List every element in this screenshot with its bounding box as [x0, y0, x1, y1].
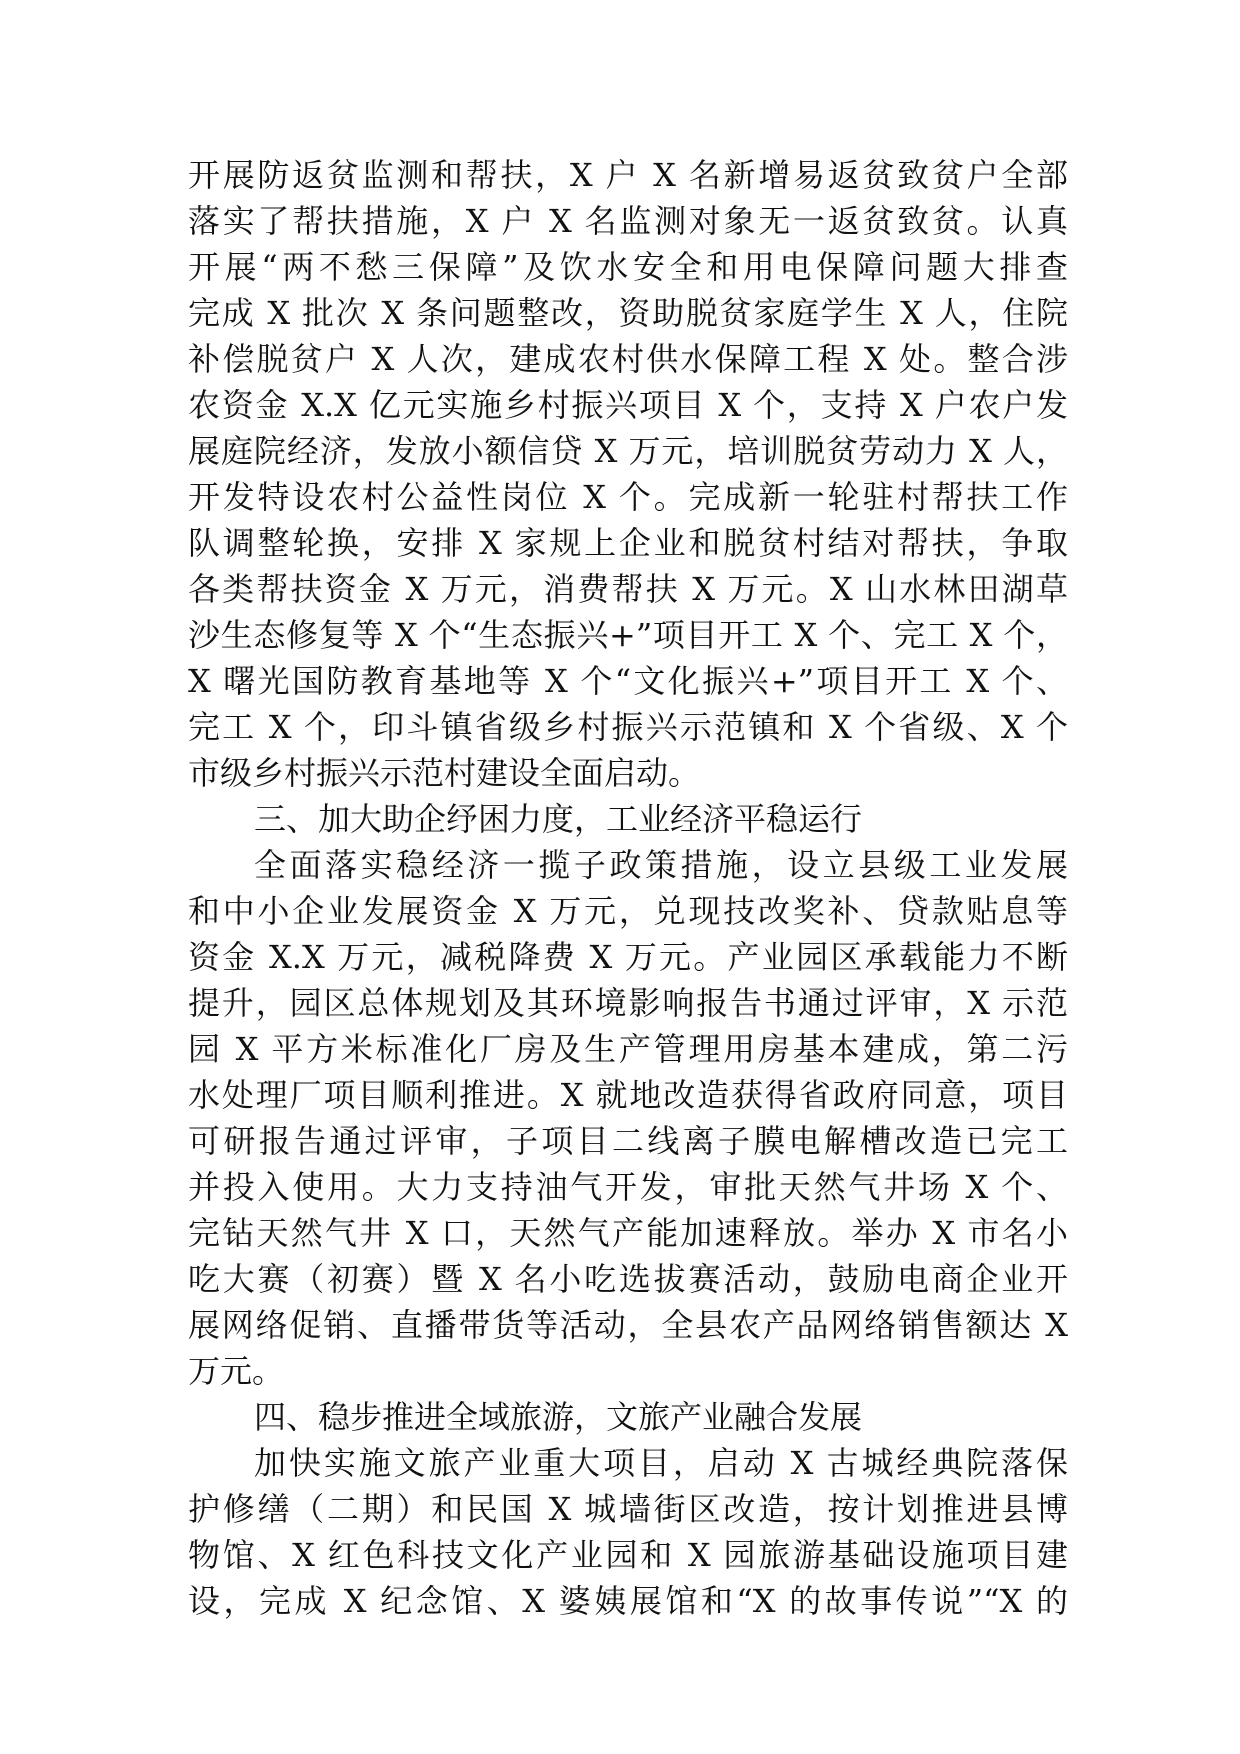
paragraph-line: 各类帮扶资金 X 万元，消费帮扶 X 万元。X 山水林田湖草 — [188, 570, 1068, 608]
paragraph-line: 园 X 平方米标准化厂房及生产管理用房基本建成，第二污 — [188, 1030, 1068, 1068]
paragraph-line: 物馆、X 红色科技文化产业园和 X 园旅游基础设施项目建 — [188, 1536, 1068, 1574]
document-body — [188, 152, 1068, 1624]
paragraph-line: 吃大赛（初赛）暨 X 名小吃选拔赛活动，鼓励电商企业开 — [188, 1260, 1068, 1298]
paragraph-line: 护修缮（二期）和民国 X 城墙街区改造，按计划推进县博 — [188, 1490, 1068, 1528]
paragraph-line: 队调整轮换，安排 X 家规上企业和脱贫村结对帮扶，争取 — [188, 524, 1068, 562]
paragraph-first-line: 加快实施文旅产业重大项目，启动 X 古城经典院落保 — [254, 1444, 1068, 1482]
paragraph-line: 提升，园区总体规划及其环境影响报告书通过评审，X 示范 — [188, 984, 1068, 1022]
paragraph-first-line: 全面落实稳经济一揽子政策措施，设立县级工业发展 — [254, 846, 1068, 884]
paragraph-line: 展网络促销、直播带货等活动，全县农产品网络销售额达 X — [188, 1306, 1068, 1344]
paragraph-line: 水处理厂项目顺利推进。X 就地改造获得省政府同意，项目 — [188, 1076, 1068, 1114]
paragraph-line: 完工 X 个，印斗镇省级乡村振兴示范镇和 X 个省级、X 个 — [188, 708, 1068, 746]
paragraph-line: 完钻天然气井 X 口，天然气产能加速释放。举办 X 市名小 — [188, 1214, 1068, 1252]
paragraph-line: 补偿脱贫户 X 人次，建成农村供水保障工程 X 处。整合涉 — [188, 340, 1068, 378]
paragraph-line: 落实了帮扶措施，X 户 X 名监测对象无一返贫致贫。认真 — [188, 202, 1068, 240]
paragraph-line: 展庭院经济，发放小额信贷 X 万元，培训脱贫劳动力 X 人， — [188, 432, 1068, 470]
paragraph-line: 和中小企业发展资金 X 万元，兑现技改奖补、贷款贴息等 — [188, 892, 1068, 930]
paragraph-line: 资金 X.X 万元，减税降费 X 万元。产业园区承载能力不断 — [188, 938, 1068, 976]
paragraph-last-line: 市级乡村振兴示范村建设全面启动。 — [188, 754, 701, 792]
paragraph-line: 农资金 X.X 亿元实施乡村振兴项目 X 个，支持 X 户农户发 — [188, 386, 1068, 424]
section-heading: 三、加大助企纾困力度，工业经济平稳运行 — [254, 800, 863, 838]
paragraph-line: 开发特设农村公益性岗位 X 个。完成新一轮驻村帮扶工作 — [188, 478, 1068, 516]
paragraph-line: 并投入使用。大力支持油气开发，审批天然气井场 X 个、 — [188, 1168, 1068, 1206]
paragraph-line: 沙生态修复等 X 个“生态振兴+”项目开工 X 个、完工 X 个， — [188, 616, 1068, 654]
paragraph-line: 开展“两不愁三保障”及饮水安全和用电保障问题大排查 — [188, 248, 1068, 286]
section-heading: 四、稳步推进全域旅游，文旅产业融合发展 — [254, 1398, 863, 1436]
paragraph-line: 设，完成 X 纪念馆、X 婆姨展馆和“X 的故事传说”“X 的 — [188, 1582, 1068, 1620]
paragraph-line: 可研报告通过评审，子项目二线离子膜电解槽改造已完工 — [188, 1122, 1068, 1160]
paragraph-line: 完成 X 批次 X 条问题整改，资助脱贫家庭学生 X 人，住院 — [188, 294, 1068, 332]
paragraph-line: 开展防返贫监测和帮扶，X 户 X 名新增易返贫致贫户全部 — [188, 156, 1068, 194]
paragraph-last-line: 万元。 — [188, 1352, 285, 1390]
paragraph-line: X 曙光国防教育基地等 X 个“文化振兴+”项目开工 X 个、 — [188, 662, 1068, 700]
